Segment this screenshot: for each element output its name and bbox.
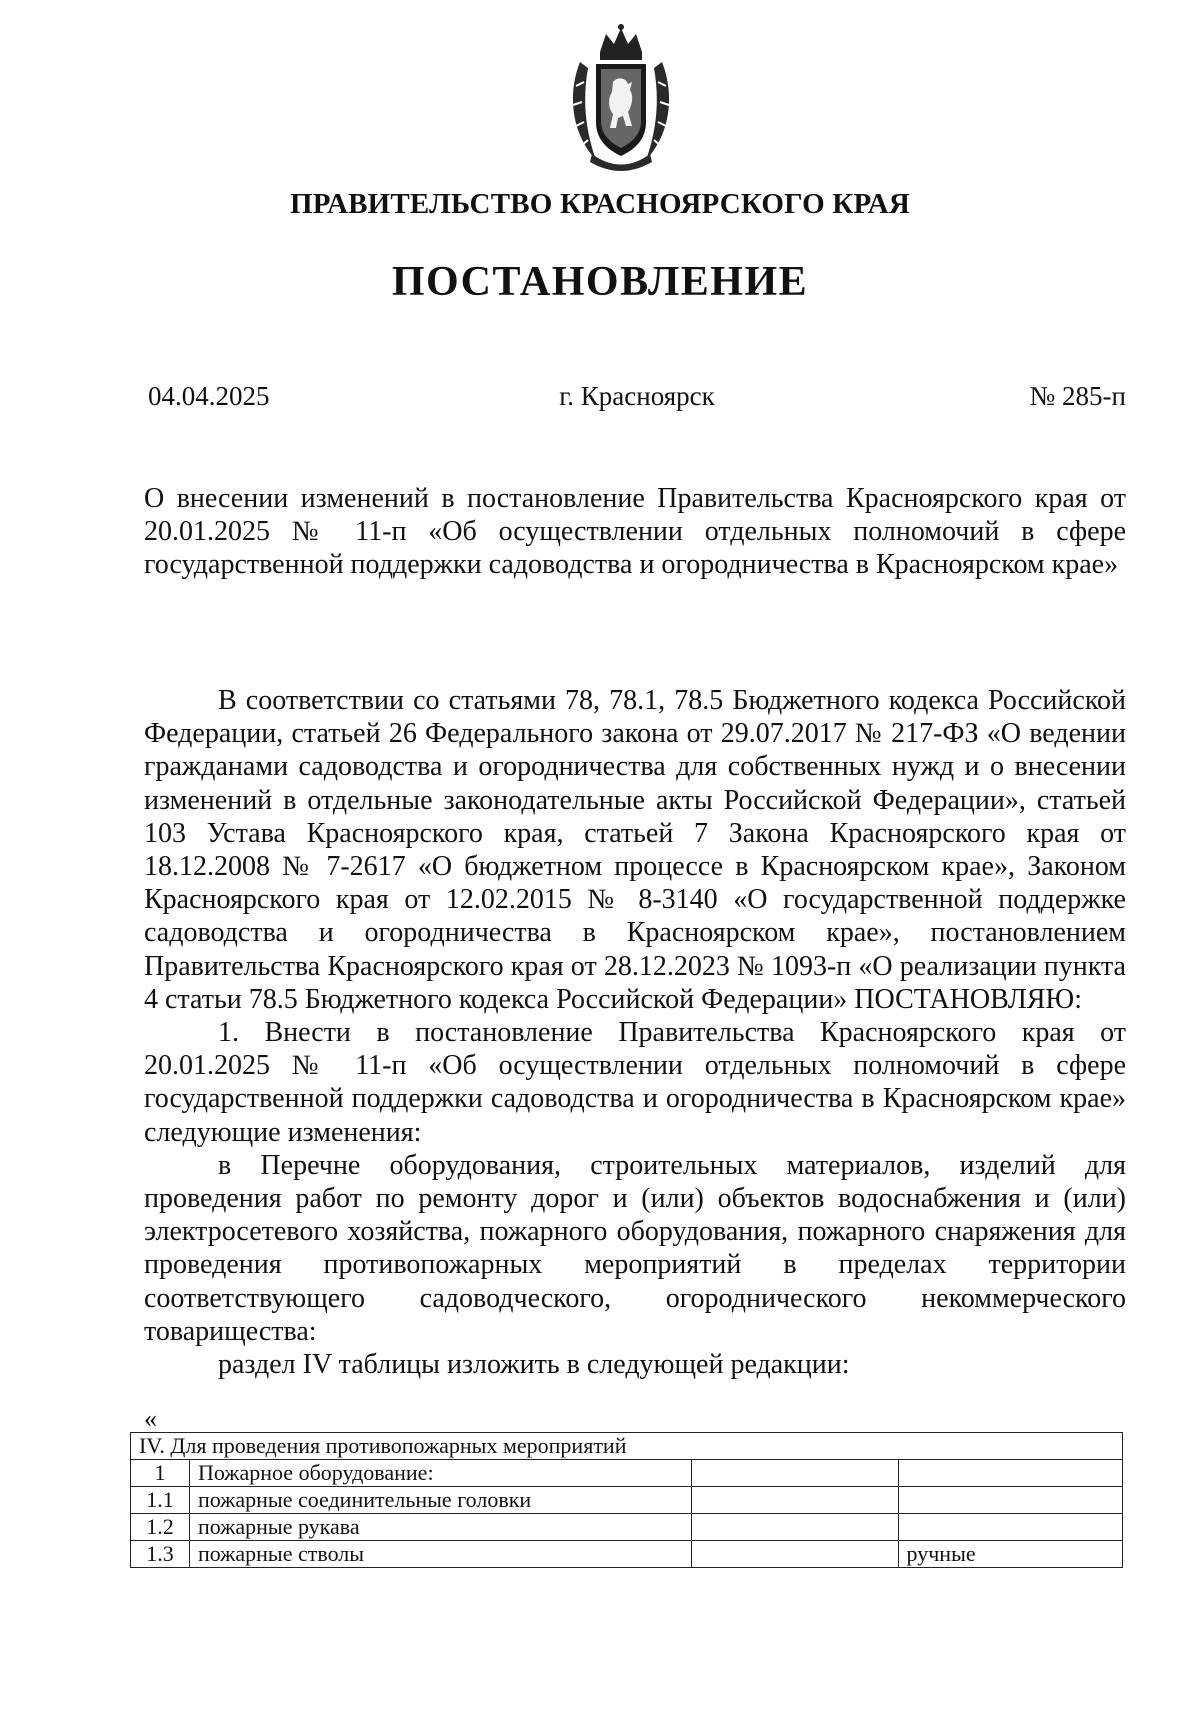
table-cell-num: 1.2 [131, 1514, 190, 1541]
document-meta [148, 381, 1126, 412]
item-1-paragraph: 1. Внести в постановление Правительства Красноярского края от 20.01.2025 № 11-п «Об осуществлении отдельных полномочий в сфере государственной поддержки садоводства и огородничества в Красноярском крае» следующие изменения: [144, 1017, 1126, 1148]
opening-quote: « [144, 1404, 157, 1433]
preamble-paragraph: В соответствии со статьями 78, 78.1, 78.5 Бюджетного кодекса Российской Федерации, статьей 26 Федерального закона от 29.07.2017 № 217-ФЗ «О ведении гражданами садоводства и огородничества для собственных нужд и о внесении изменений в отдельные законодательные акты Российской Федерации», статьей 103 Устава Красноярского края, статьей 7 Закона Красноярского края от 18.12.2008 № 7-2617 «О бюджетном процессе в Красноярском крае», Законом Красноярского края от 12.02.2015 № 8-3140 «О государственной поддержке садоводства и огородничества в Красноярском крае», постановлением Правительства Красноярского края от 28.12.2023 № 1093-п «О реализации пункта 4 статьи 78.5 Бюджетного кодекса Российской Федерации» ПОСТАНОВЛЯЮ: [144, 685, 1126, 1015]
table-cell-num: 1.3 [131, 1541, 190, 1568]
table-cell-col4 [898, 1514, 1122, 1541]
document-number: № 285-п [1029, 381, 1126, 411]
item-1-sub-paragraph: в Перечне оборудования, строительных материалов, изделий для проведения работ по ремонту дорог и (или) объектов водоснабжения и (или) электросетевого хозяйства, пожарного оборудования, пожарного снаряжения для проведения противопожарных мероприятий в пределах территории соответствующего садоводческого, огороднического некоммерческого товарищества: [144, 1149, 1126, 1347]
table-cell-name: Пожарное оборудование: [189, 1460, 691, 1487]
document-body [144, 684, 1126, 1381]
table-cell-num: 1.1 [131, 1487, 190, 1514]
table-cell-col3 [691, 1460, 898, 1487]
table-cell-num: 1 [131, 1460, 190, 1487]
table-cell-col3 [691, 1487, 898, 1514]
coat-of-arms-emblem [566, 22, 676, 172]
table-cell-col4 [898, 1460, 1122, 1487]
document-title: О внесении изменений в постановление Правительства Красноярского края от 20.01.2025 № 11-п «Об осуществлении отдельных полномочий в сфере государственной поддержки садоводства и огородничества в Красноярском крае» [144, 483, 1126, 580]
document-type: ПОСТАНОВЛЕНИЕ [391, 259, 809, 305]
table-cell-col4 [898, 1487, 1122, 1514]
table-section-row [131, 1433, 1123, 1460]
document-date: 04.04.2025 [148, 381, 270, 411]
organization-name: ПРАВИТЕЛЬСТВО КРАСНОЯРСКОГО КРАЯ [289, 188, 911, 220]
table-row [131, 1541, 1123, 1568]
table-row [131, 1514, 1123, 1541]
table-row [131, 1487, 1123, 1514]
table-row [131, 1460, 1123, 1487]
table-cell-name: пожарные соединительные головки [189, 1487, 691, 1514]
table-cell-col4: ручные [898, 1541, 1122, 1568]
table-section-header: IV. Для проведения противопожарных мероприятий [131, 1433, 1123, 1460]
item-1-action-paragraph: раздел IV таблицы изложить в следующей редакции: [218, 1349, 850, 1381]
table-cell-name: пожарные стволы [189, 1541, 691, 1568]
table-cell-col3 [691, 1541, 898, 1568]
table-cell-col3 [691, 1514, 898, 1541]
amendment-table [130, 1432, 1123, 1568]
document-city: г. Красноярск [559, 381, 715, 411]
table-cell-name: пожарные рукава [189, 1514, 691, 1541]
